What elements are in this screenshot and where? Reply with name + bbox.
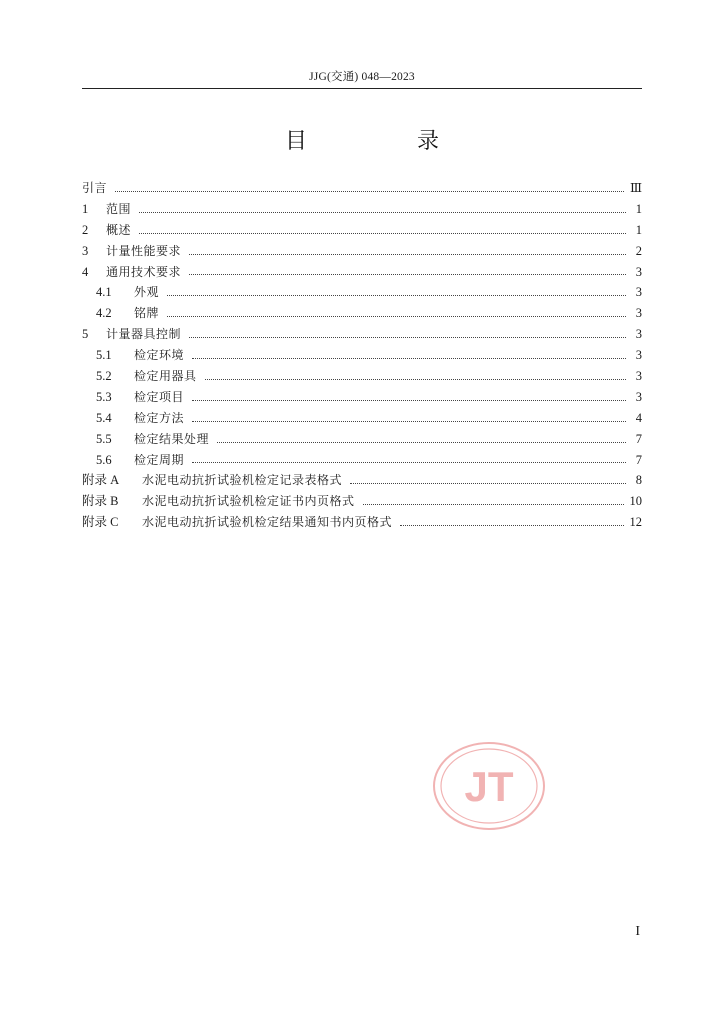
toc-entry-page: 3 [635, 264, 642, 279]
toc-entry-page: 3 [635, 369, 642, 383]
toc-entry[interactable] [82, 366, 642, 387]
toc-entry-label: 检定结果处理 [134, 431, 210, 446]
toc-entry-label: 检定环境 [134, 348, 185, 363]
toc-entry[interactable] [82, 324, 642, 345]
toc-entry[interactable] [82, 450, 642, 471]
toc-entry[interactable] [82, 241, 642, 262]
toc-entry-number: 4.1 [96, 285, 112, 300]
jt-watermark-stamp-icon [432, 741, 546, 831]
toc-entry-page: 3 [635, 306, 642, 321]
toc-entry-number: 附录 A [82, 473, 120, 488]
toc-entry-label: 水泥电动抗折试验机检定记录表格式 [142, 473, 343, 488]
toc-entry-number: 1 [82, 201, 89, 216]
toc-dot-leader [139, 233, 626, 234]
toc-entry-label: 范围 [106, 201, 132, 216]
toc-dot-leader [189, 337, 626, 338]
toc-entry-label: 检定用器具 [134, 369, 197, 383]
toc-dot-leader [217, 442, 626, 443]
toc-entry-label: 外观 [134, 285, 160, 300]
toc-entry-label: 检定周期 [134, 452, 185, 467]
toc-entry-number: 5.3 [96, 389, 112, 404]
toc-entry-number: 5.6 [96, 452, 112, 467]
toc-entry-number: 3 [82, 243, 89, 258]
toc-entry[interactable] [82, 387, 642, 408]
toc-entry-page: 2 [635, 243, 642, 258]
toc-entry-number: 4 [82, 264, 89, 279]
toc-entry-number: 4.2 [96, 306, 112, 321]
toc-entry[interactable] [82, 199, 642, 220]
stamp-logo-text: JT [464, 763, 514, 810]
toc-dot-leader [139, 212, 626, 213]
toc-dot-leader [192, 358, 626, 359]
toc-dot-leader [192, 400, 626, 401]
table-of-contents [82, 178, 642, 533]
toc-entry-page: 3 [635, 348, 642, 363]
toc-dot-leader [189, 274, 626, 275]
toc-entry-label: 通用技术要求 [106, 264, 182, 279]
toc-entry-page: 8 [635, 473, 642, 488]
toc-entry[interactable] [82, 262, 642, 283]
toc-entry-page: 4 [635, 410, 642, 425]
toc-entry-page: 10 [629, 494, 642, 509]
toc-entry-label: 检定方法 [134, 410, 185, 425]
toc-dot-leader [350, 483, 626, 484]
toc-entry-page: Ⅲ [629, 180, 642, 195]
toc-entry-number: 附录 C [82, 515, 119, 530]
toc-entry[interactable] [82, 470, 642, 491]
toc-entry-page: 3 [635, 285, 642, 300]
toc-entry-page: 3 [635, 327, 642, 342]
toc-dot-leader [189, 254, 626, 255]
toc-entry-number: 2 [82, 222, 89, 237]
toc-entry-number: 5.4 [96, 410, 112, 425]
toc-entry-label: 铭牌 [134, 306, 160, 321]
toc-dot-leader [192, 462, 626, 463]
toc-entry-number: 附录 B [82, 494, 119, 509]
toc-entry[interactable] [82, 178, 642, 199]
toc-entry[interactable] [82, 303, 642, 324]
page-title: 目 录 [284, 129, 483, 154]
toc-dot-leader [363, 504, 624, 505]
toc-entry-label: 引言 [82, 180, 108, 195]
toc-entry[interactable] [82, 345, 642, 366]
toc-entry-label: 检定项目 [134, 389, 185, 404]
toc-entry[interactable] [82, 429, 642, 450]
toc-entry-number: 5.2 [96, 369, 112, 383]
page-header: JJG(交通) 048—2023 [309, 71, 415, 83]
toc-entry-number: 5.1 [96, 348, 112, 363]
toc-entry-page: 3 [635, 389, 642, 404]
toc-entry-number: 5 [82, 327, 89, 342]
toc-entry[interactable] [82, 491, 642, 512]
toc-dot-leader [167, 295, 626, 296]
toc-entry-page: 1 [635, 222, 642, 237]
toc-dot-leader [400, 525, 623, 526]
toc-entry[interactable] [82, 282, 642, 303]
toc-entry-page: 7 [635, 431, 642, 446]
toc-entry-label: 计量性能要求 [106, 243, 182, 258]
toc-entry[interactable] [82, 512, 642, 533]
toc-entry-page: 12 [629, 515, 642, 530]
header-rule [82, 88, 642, 89]
toc-dot-leader [115, 191, 624, 192]
toc-entry-label: 计量器具控制 [106, 327, 182, 342]
toc-dot-leader [167, 316, 626, 317]
toc-entry-number: 5.5 [96, 431, 112, 446]
page-number: I [635, 924, 640, 939]
toc-entry-page: 7 [635, 452, 642, 467]
toc-entry[interactable] [82, 220, 642, 241]
toc-dot-leader [192, 421, 626, 422]
toc-entry-label: 水泥电动抗折试验机检定证书内页格式 [142, 494, 355, 509]
toc-dot-leader [205, 379, 626, 380]
toc-entry-page: 1 [635, 201, 642, 216]
toc-entry-label: 概述 [106, 222, 132, 237]
toc-entry[interactable] [82, 408, 642, 429]
toc-entry-label: 水泥电动抗折试验机检定结果通知书内页格式 [142, 515, 393, 530]
